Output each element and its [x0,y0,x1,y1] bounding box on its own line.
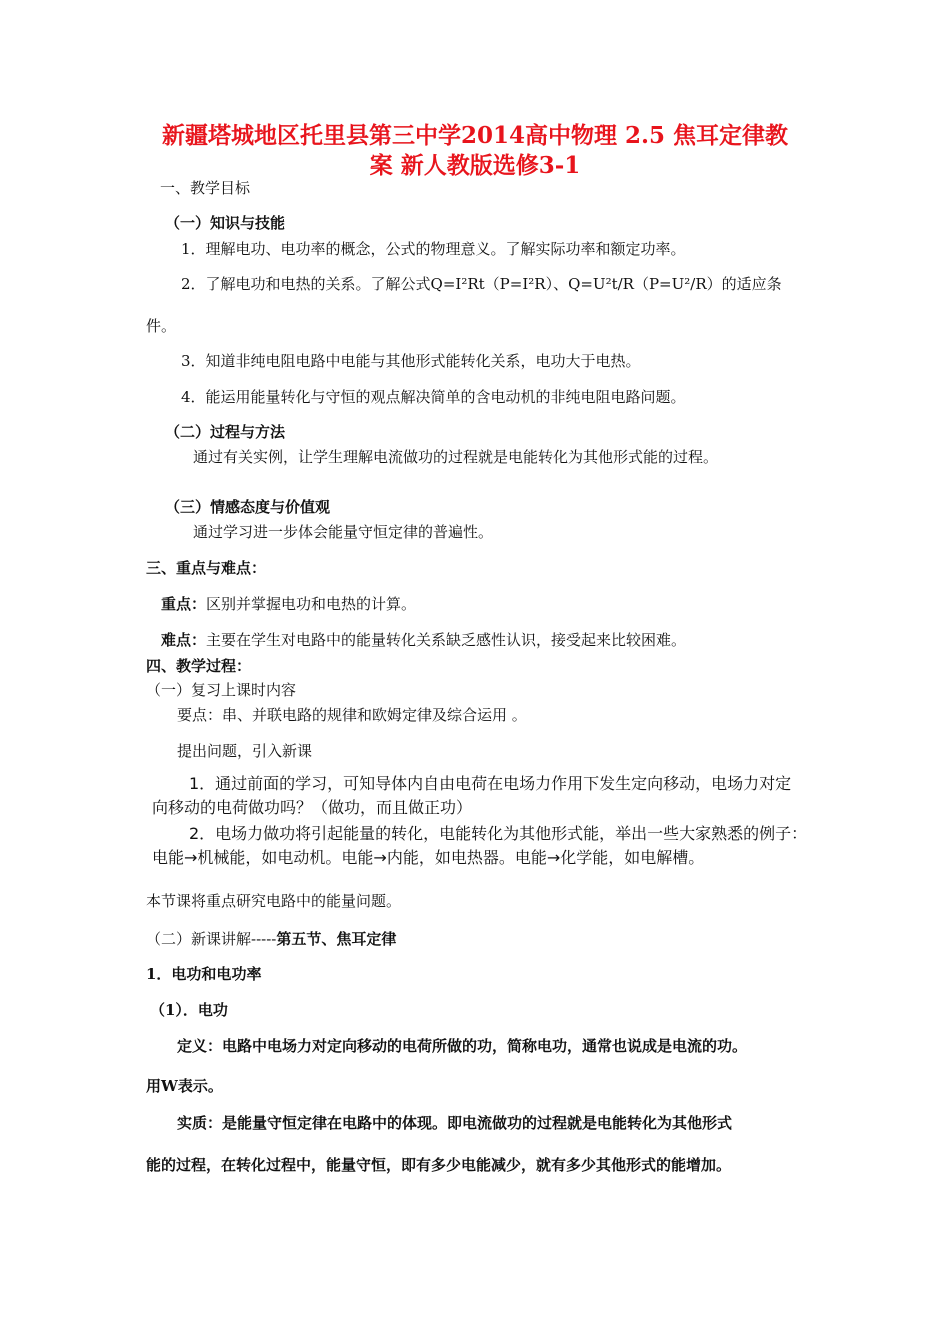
knowledge-item-1: 1．理解电功、电功率的概念，公式的物理意义。了解实际功率和额定功率。 [181,240,686,258]
definition-line-1: 定义：电路中电场力对定向移动的电荷所做的功，简称电功，通常也说成是电流的功。 [177,1037,748,1055]
definition-line-2: 用W表示。 [146,1077,223,1095]
essence-line-2: 能的过程，在转化过程中，能量守恒，即有多少电能减少，就有多少其他形式的能增加。 [146,1156,732,1174]
question-1-line2: 向移动的电荷做功吗？（做功，而且做正功） [152,798,473,817]
key-point-row [161,594,416,614]
knowledge-heading: （一）知识与技能 [165,214,286,232]
key-point-text: 区别并掌握电功和电热的计算。 [206,595,417,613]
attitude-text: 通过学习进一步体会能量守恒定律的普遍性。 [193,523,494,541]
difficult-point-text: 主要在学生对电路中的能量转化关系缺乏感性认识，接受起来比较困难。 [206,631,687,649]
intro-text: 提出问题，引入新课 [177,742,313,760]
document-title-line2: 案 新人教版选修3-1 [369,152,581,179]
part-1-heading: 1．电功和电功率 [146,965,262,983]
key-point-label: 重点： [161,595,207,613]
process-heading: （二）过程与方法 [165,423,286,441]
key-points-heading: 三、重点与难点： [146,559,267,577]
difficult-point-label: 难点： [161,631,207,649]
attitude-heading: （三）情感态度与价值观 [165,498,331,516]
difficult-point-row [161,630,686,650]
review-heading: （一）复习上课时内容 [146,681,297,699]
part-1-subheading: （1）．电功 [150,1001,228,1019]
new-lesson-title: 第五节、焦耳定律 [276,930,397,948]
summary-text: 本节课将重点研究电路中的能量问题。 [146,892,402,910]
process-text: 通过有关实例，让学生理解电流做功的过程就是电能转化为其他形式能的过程。 [193,448,719,466]
knowledge-item-4: 4．能运用能量转化与守恒的观点解决简单的含电动机的非纯电阻电路问题。 [181,388,686,406]
new-lesson-row [146,929,396,949]
knowledge-item-2: 2．了解电功和电热的关系。了解公式Q=I²Rt（P=I²R）、Q=U²t/R（P=U²/R）的适应条 [181,275,782,293]
essence-line-1: 实质：是能量守恒定律在电路中的体现。即电流做功的过程就是电能转化为其他形式 [177,1114,733,1132]
knowledge-item-3: 3．知道非纯电阻电路中电能与其他形式能转化关系，电功大于电热。 [181,352,641,370]
question-2-line2: 电能→机械能，如电动机。电能→内能，如电热器。电能→化学能，如电解槽。 [152,848,705,867]
knowledge-item-2-cont: 件。 [146,317,177,335]
goals-heading: 一、教学目标 [160,179,251,197]
review-point: 要点：串、并联电路的规律和欧姆定律及综合运用 。 [177,706,527,724]
new-lesson-prefix: （二）新课讲解----- [146,930,277,948]
teaching-heading: 四、教学过程： [146,657,252,675]
question-1-line1: 1．通过前面的学习，可知导体内自由电荷在电场力作用下发生定向移动，电场力对定 [189,774,792,793]
question-2-line1: 2．电场力做功将引起能量的转化，电能转化为其他形式能，举出一些大家熟悉的例子： [189,824,808,843]
document-title-line1: 新疆塔城地区托里县第三中学2014高中物理 2.5 焦耳定律教 [161,122,789,149]
